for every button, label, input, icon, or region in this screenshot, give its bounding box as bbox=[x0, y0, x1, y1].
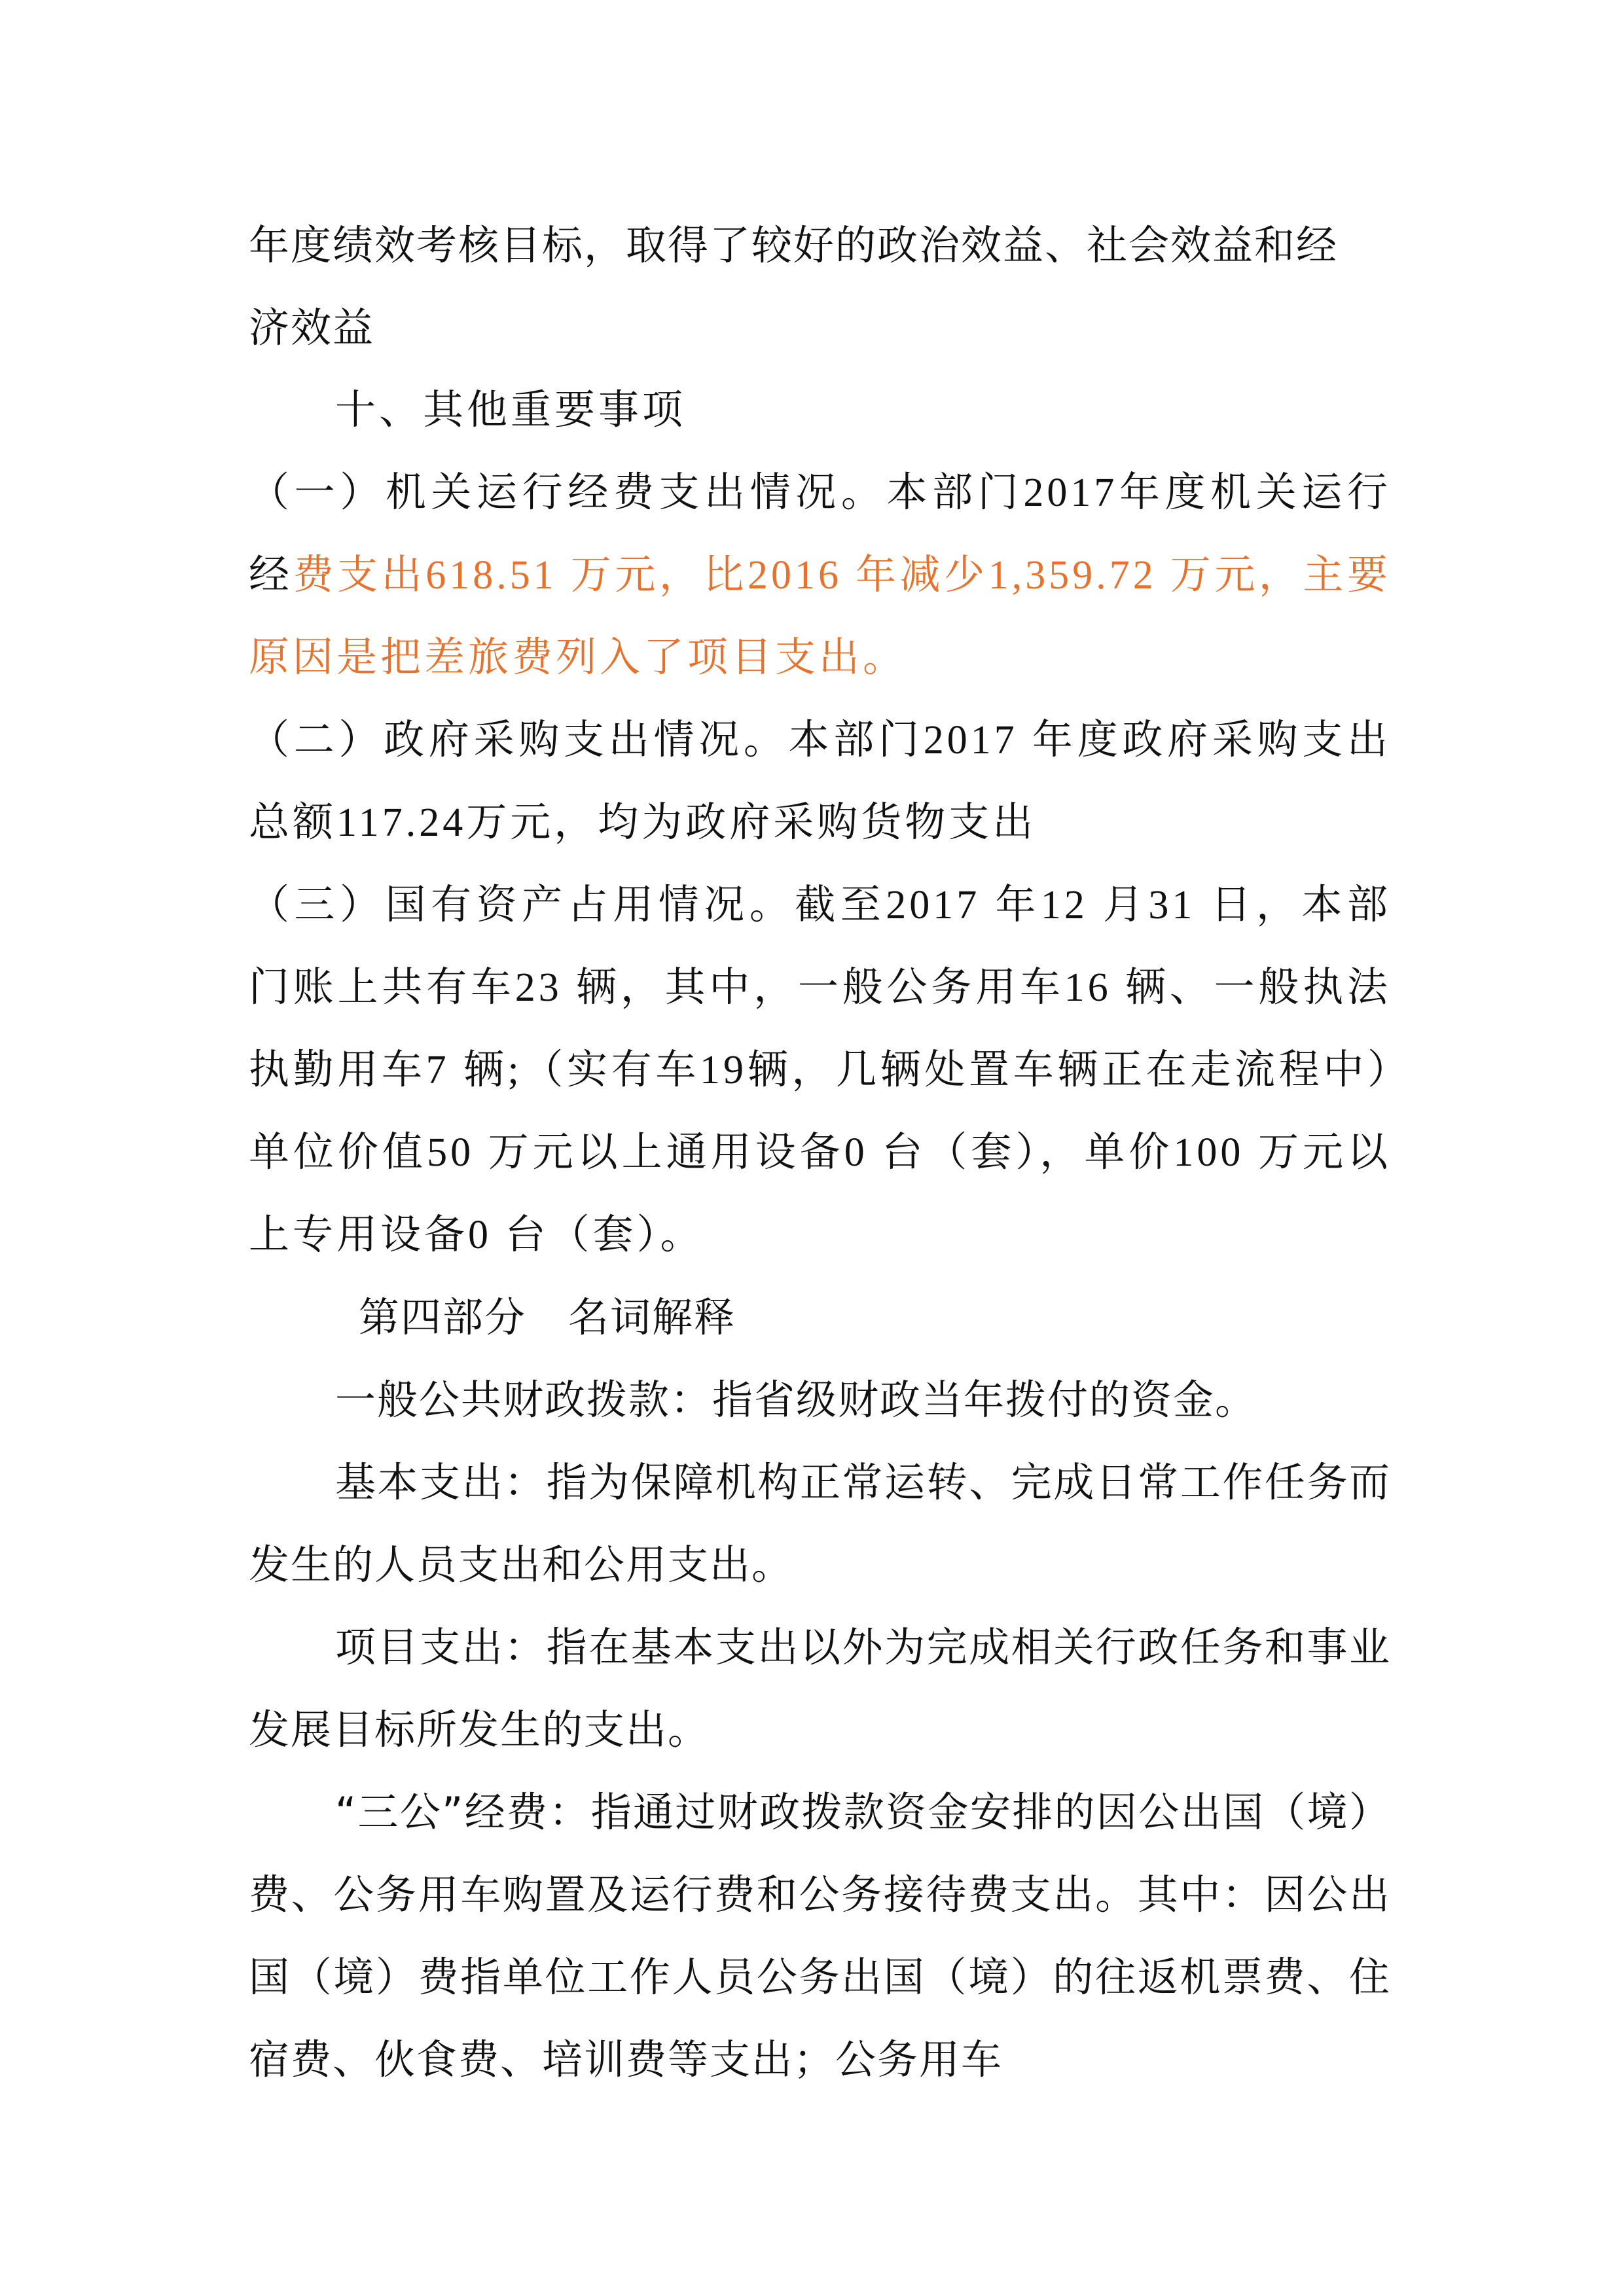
paragraph-operating-expenses bbox=[249, 452, 1391, 699]
text-line: 济效益 bbox=[249, 304, 375, 351]
highlighted-text: 费支出618.51 万元，比2016 年减少1,359.72 万元，主要原因是把差旅费列入了项目支出。 bbox=[249, 553, 1391, 680]
definition-project-expenditure: 项目支出：指在基本支出以外为完成相关行政任务和事业发展目标所发生的支出。 bbox=[249, 1623, 1391, 1753]
paragraph-government-procurement: （二）政府采购支出情况。本部门2017 年度政府采购支出总额117.24万元，均为政府采购货物支出 bbox=[249, 718, 1391, 845]
text-line: 年度绩效考核目标，取得了较好的政治效益、社会效益和经 bbox=[249, 221, 1339, 269]
section-heading-other-matters: 十、其他重要事项 bbox=[335, 388, 687, 433]
operating-expenses-text: （一）机关运行经费支出情况。本部门2017年度机关运行经 bbox=[249, 471, 1391, 598]
part-heading-glossary: 第四部分 名词解释 bbox=[359, 1293, 736, 1341]
definition-three-public-expenses: “三公”经费：指通过财政拨款资金安排的因公出国（境）费、公务用车购置及运行费和公务接待费支出。其中：因公出国（境）费指单位工作人员公务出国（境）的往返机票费、住宿费、伙食费、培训费等支出；公务用车 bbox=[249, 1788, 1391, 2083]
definition-general-appropriation: 一般公共财政拨款：指省级财政当年拨付的资金。 bbox=[335, 1376, 1257, 1424]
paragraph-state-assets: （三）国有资产占用情况。截至2017 年12 月31 日，本部门账上共有车23 辆，其中，一般公务用车16 辆、一般执法执勤用车7 辆;（实有车19辆，几辆处置车辆正在走流程中）单位价值50 万元以上通用设备0 台（套），单价100 万元以上专用设备0 台（套）。 bbox=[249, 883, 1391, 1257]
paragraph-performance-goals bbox=[249, 204, 1391, 369]
definition-basic-expenditure: 基本支出：指为保障机构正常运转、完成日常工作任务而发生的人员支出和公用支出。 bbox=[249, 1458, 1391, 1588]
